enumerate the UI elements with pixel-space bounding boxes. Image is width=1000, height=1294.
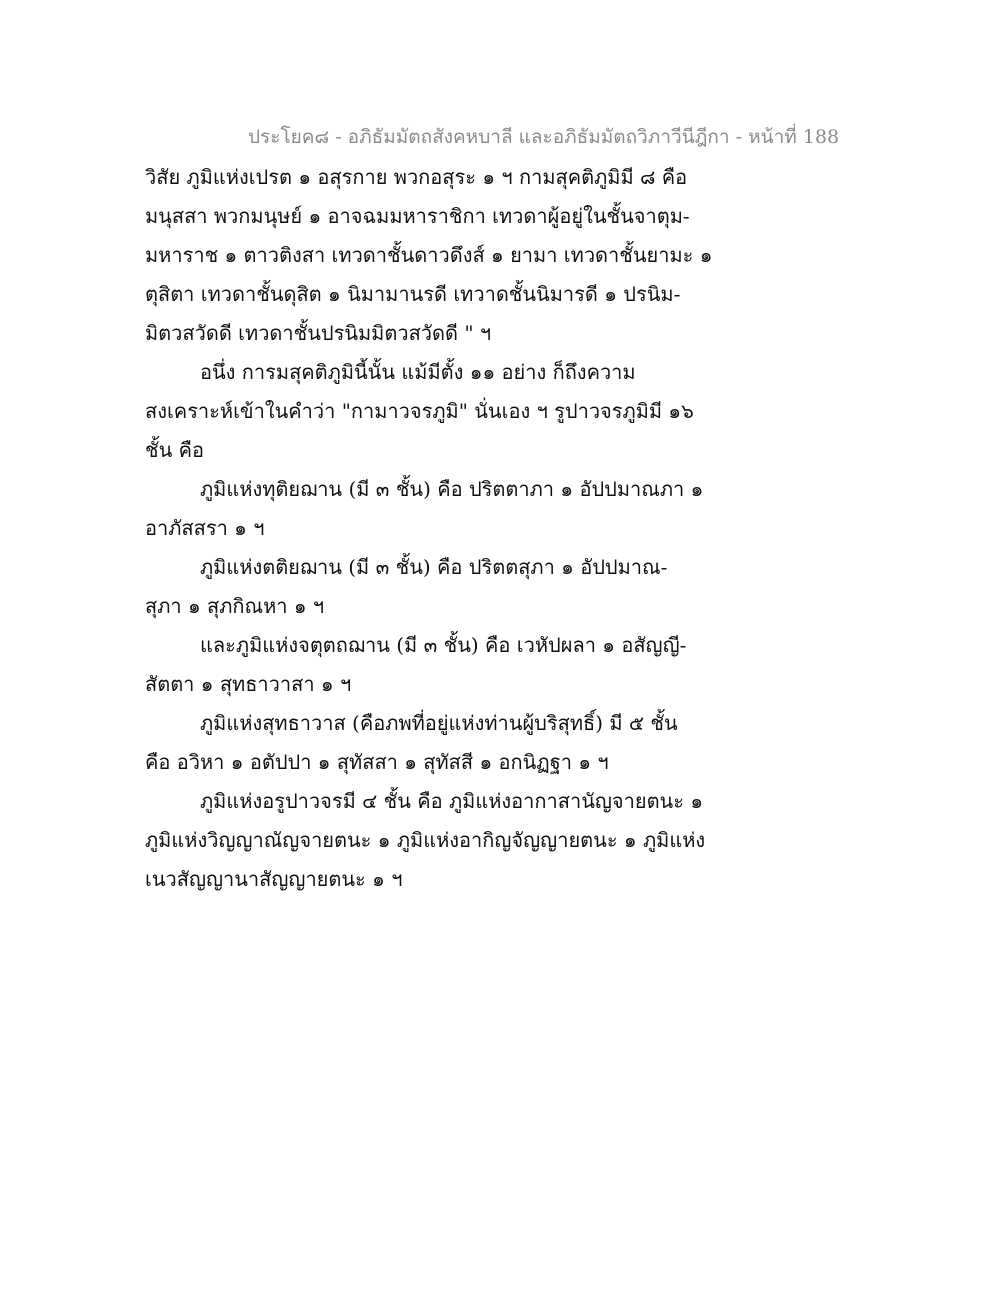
text-line: ภูมิแห่งวิญญาณัญจายตนะ ๑ ภูมิแห่งอากิญจัญญายตนะ ๑ ภูมิแห่ง xyxy=(145,828,706,852)
text-line: คือ อวิหา ๑ อตัปปา ๑ สุทัสสา ๑ สุทัสสี ๑ อกนิฏฐา ๑ ฯ xyxy=(145,750,609,774)
text-line: ตุสิตา เทวดาชั้นดุสิต ๑ นิมามานรดี เทวาดชั้นนิมารดี ๑ ปรนิม- xyxy=(145,282,681,306)
text-line: มิตวสวัดดี เทวดาชั้นปรนิมมิตวสวัดดี " ฯ xyxy=(145,321,492,345)
paragraph-start-line: ภูมิแห่งทุติยฌาน (มี ๓ ชั้น) คือ ปริตตาภา ๑ อัปปมาณภา ๑ xyxy=(200,477,704,501)
text-line: วิสัย ภูมิแห่งเปรต ๑ อสุรกาย พวกอสุระ ๑ ฯ กามสุคติภูมิมี ๘ คือ xyxy=(145,165,688,189)
paragraph-start-line: และภูมิแห่งจตุตถฌาน (มี ๓ ชั้น) คือ เวหัปผลา ๑ อสัญญี- xyxy=(200,633,687,657)
text-line: ชั้น คือ xyxy=(145,438,204,462)
text-line: สัตตา ๑ สุทธาวาสา ๑ ฯ xyxy=(145,672,352,696)
paragraph-start-line: ภูมิแห่งตติยฌาน (มี ๓ ชั้น) คือ ปริตตสุภา ๑ อัปปมาณ- xyxy=(200,555,668,579)
text-line: มนุสสา พวกมนุษย์ ๑ อาจฉมมหาราชิกา เทวดาผู้อยู่ในชั้นจาตุม- xyxy=(145,204,690,228)
paragraph-start-line: ภูมิแห่งอรูปาวจรมี ๔ ชั้น คือ ภูมิแห่งอากาสานัญจายตนะ ๑ xyxy=(200,789,704,813)
text-line: มหาราช ๑ ตาวติงสา เทวดาชั้นดาวดึงส์ ๑ ยามา เทวดาชั้นยามะ ๑ xyxy=(145,243,713,267)
text-line: สงเคราะห์เข้าในคำว่า "กามาวจรภูมิ" นั่นเอง ฯ รูปาวจรภูมิมี ๑๖ xyxy=(145,399,694,423)
text-line: เนวสัญญานาสัญญายตนะ ๑ ฯ xyxy=(145,867,403,891)
text-line: อาภัสสรา ๑ ฯ xyxy=(145,516,265,540)
body-text xyxy=(145,158,713,899)
paragraph-start-line: ภูมิแห่งสุทธาวาส (คือภพที่อยู่แห่งท่านผู้บริสุทธิ์) มี ๕ ชั้น xyxy=(200,711,678,735)
paragraph-start-line: อนึ่ง การมสุคติภูมินี้นั้น แม้มีตั้ง ๑๑ อย่าง ก็ถึงความ xyxy=(200,360,636,384)
page-header: ประโยค๘ - อภิธัมมัตถสังคหบาลี และอภิธัมมัตถวิภาวีนีฎีกา - หน้าที่ 188 xyxy=(248,126,840,148)
text-line: สุภา ๑ สุภกิณหา ๑ ฯ xyxy=(145,594,325,618)
